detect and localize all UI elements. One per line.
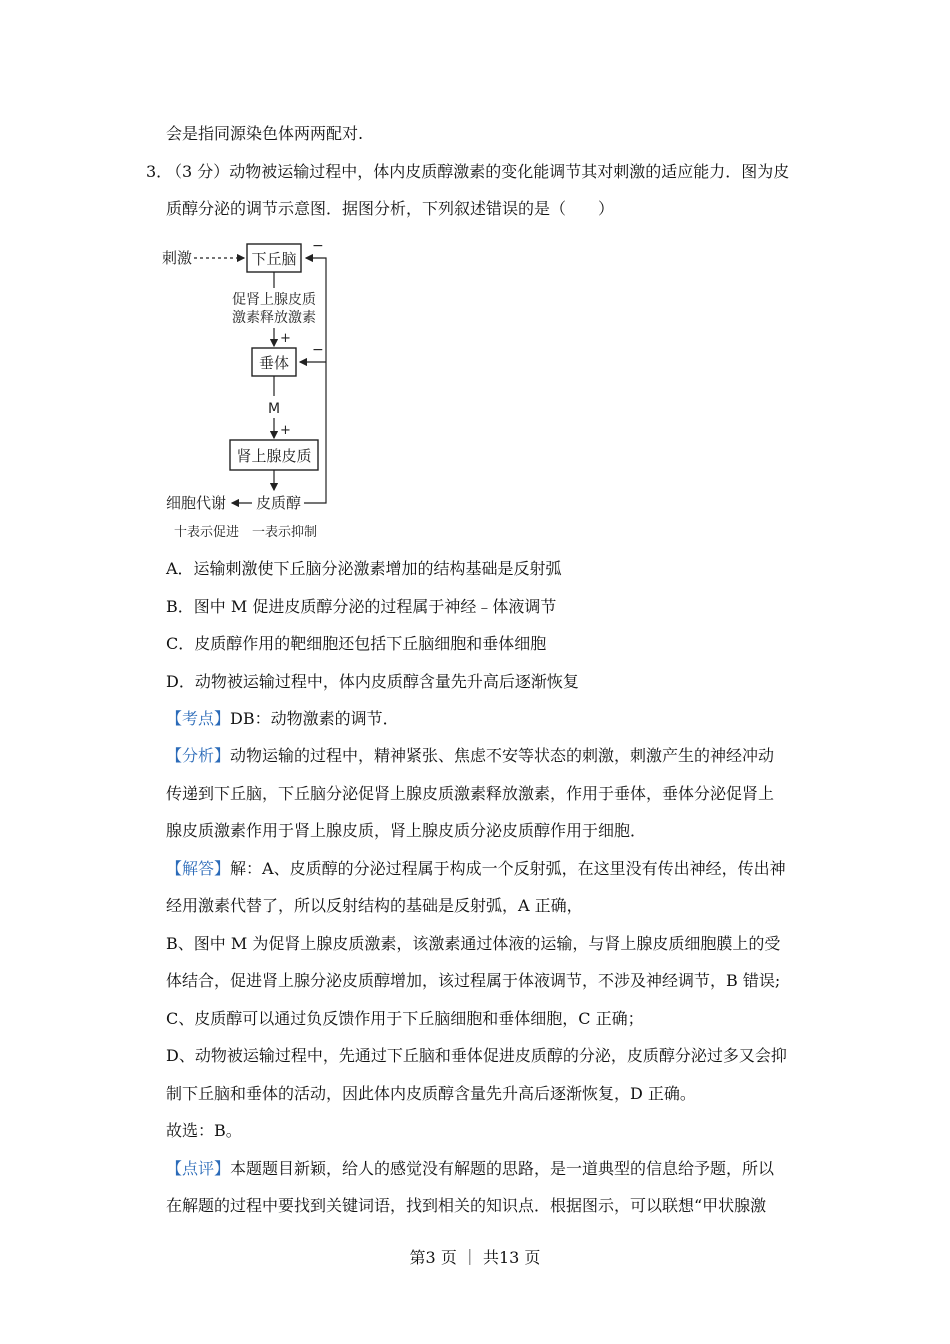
fenxi-text1: 动物运输的过程中，精神紧张、焦虑不安等状态的刺激，刺激产生的神经冲动 [230, 746, 775, 765]
dianping-text1: 本题题目新颖，给人的感觉没有解题的思路，是一道典型的信息给予题，所以 [230, 1159, 775, 1178]
jieda-line6: D、动物被运输过程中，先通过下丘脑和垂体促进皮质醇的分泌，皮质醇分泌过多又会抑 [166, 1046, 787, 1065]
jieda-line5: C、皮质醇可以通过负反馈作用于下丘脑细胞和垂体细胞，C 正确； [166, 1009, 644, 1028]
metabolism-label: 细胞代谢 [166, 494, 227, 512]
dianping-tag: 【点评】 [166, 1159, 231, 1178]
adrenal-cortex-label: 肾上腺皮质 [236, 447, 312, 465]
fenxi-line2: 传递到下丘脑，下丘脑分泌促肾上腺皮质激素释放激素，作用于垂体，垂体分泌促肾上 [166, 784, 775, 803]
question-stem-line2: 质醇分泌的调节示意图．据图分析，下列叙述错误的是（ ） [166, 199, 615, 218]
option-a: A．运输刺激使下丘脑分泌激素增加的结构基础是反射弧 [166, 559, 562, 578]
continued-text: 会是指同源染色体两两配对. [166, 124, 364, 143]
jieda-text1: 解：A、皮质醇的分泌过程属于构成一个反射弧，在这里没有传出神经，传出神 [230, 859, 786, 878]
m-label: M [267, 401, 281, 417]
jieda-line7: 制下丘脑和垂体的活动，因此体内皮质醇含量先升高后逐渐恢复，D 正确。 [166, 1084, 696, 1103]
dianping-line2: 在解题的过程中要找到关键词语，找到相关的知识点．根据图示，可以联想“甲状腺激 [166, 1196, 767, 1215]
dianping-line1 [166, 1159, 774, 1179]
fenxi-line3: 腺皮质激素作用于肾上腺皮质，肾上腺皮质分泌皮质醇作用于细胞． [166, 821, 647, 840]
stimulus-label: 刺激 [162, 249, 193, 267]
jieda-line8: 故选：B。 [166, 1121, 242, 1140]
page-footer: 第3 页 ｜ 共13 页 [409, 1248, 541, 1267]
plus-sign-1: + [280, 331, 291, 346]
minus-sign-1: − [312, 238, 324, 254]
pituitary-label: 垂体 [258, 354, 290, 372]
option-c: C．皮质醇作用的靶细胞还包括下丘脑细胞和垂体细胞 [166, 634, 547, 653]
kaodian-tag: 【考点】 [166, 709, 231, 728]
crh-label-line2: 激素释放激素 [232, 310, 316, 326]
jieda-tag: 【解答】 [166, 859, 231, 878]
question-stem-line1: （3 分）动物被运输过程中，体内皮质醇激素的变化能调节其对刺激的适应能力．图为皮 [166, 162, 790, 181]
jieda-line3: B、图中 M 为促肾上腺皮质激素，该激素通过体液的运输，与肾上腺皮质细胞膜上的受 [166, 934, 781, 953]
jieda-line4: 体结合，促进肾上腺分泌皮质醇增加，该过程属于体液调节，不涉及神经调节，B 错误; [166, 971, 781, 990]
jieda-line1 [166, 859, 786, 879]
plus-sign-2: + [280, 423, 291, 438]
hypothalamus-label: 下丘脑 [251, 250, 297, 268]
option-b: B．图中 M 促进皮质醇分泌的过程属于神经﹣体液调节 [166, 597, 557, 616]
kaodian-line [166, 709, 399, 729]
cortisol-label: 皮质醇 [256, 494, 302, 512]
legend-label: 十表示促进 一表示抑制 [174, 525, 318, 540]
fenxi-tag: 【分析】 [166, 746, 231, 765]
question-number: 3． [146, 162, 173, 181]
cortisol-regulation-diagram [160, 236, 360, 546]
option-d: D．动物被运输过程中，体内皮质醇含量先升高后逐渐恢复 [166, 672, 579, 691]
crh-label-line1: 促肾上腺皮质 [232, 292, 316, 308]
fenxi-line1 [166, 746, 774, 766]
kaodian-text: DB：动物激素的调节． [230, 709, 399, 728]
jieda-line2: 经用激素代替了，所以反射结构的基础是反射弧，A 正确， [166, 896, 583, 915]
minus-sign-2: − [312, 342, 324, 358]
